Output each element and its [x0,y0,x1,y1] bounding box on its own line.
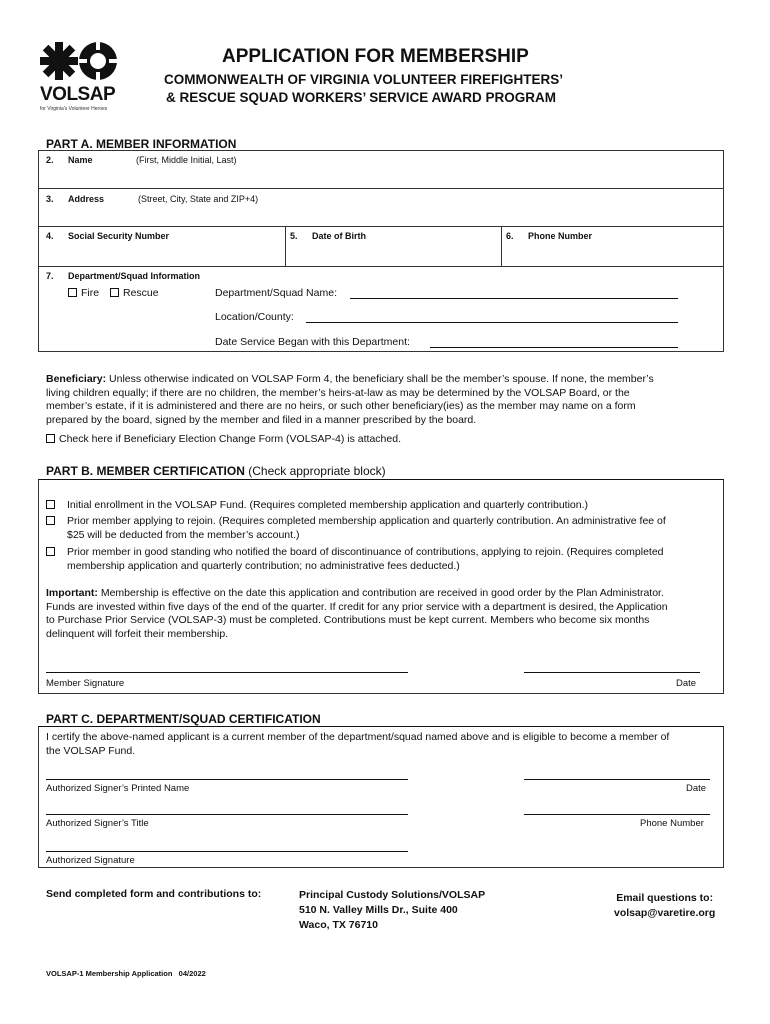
volsap-logo [38,40,120,118]
rescue-checkbox[interactable] [110,288,119,297]
location-label: Location/County: [215,311,294,323]
email-block [614,891,715,921]
address-line3: Waco, TX 76710 [299,919,378,931]
option3-checkbox[interactable] [46,547,55,556]
part-c-title: PART C. DEPARTMENT/SQUAD CERTIFICATION [46,712,321,726]
important-paragraph [46,587,726,641]
fire-checkbox[interactable] [68,288,77,297]
row-divider [39,226,723,227]
fire-label: Fire [81,287,100,299]
logo-tagline: for Virginia's Volunteer Heroes [40,106,108,112]
signer-phone-line[interactable] [524,814,710,815]
option-good-standing[interactable] [46,546,664,560]
phone-field[interactable] [502,242,722,264]
mailing-address [299,888,485,933]
part-a-title: PART A. MEMBER INFORMATION [46,137,237,151]
member-signature-line[interactable] [46,672,408,673]
signer-phone-label: Phone Number [640,818,704,829]
option-rejoin[interactable] [46,515,666,529]
address-line1: Principal Custody Solutions/VOLSAP [299,889,486,901]
logo-wordmark: VOLSAP [40,84,116,105]
cert-paragraph [46,731,726,758]
cert-line1: I certify the above-named applicant is a current member of the department/squad named above and is eligible to become a member of [46,731,670,743]
page-title: APPLICATION FOR MEMBERSHIP [222,46,529,67]
send-label: Send completed form and contributions to: [46,888,262,900]
ssn-label: Social Security Number [68,231,170,241]
beneficiary-change-checkbox[interactable] [46,434,55,443]
option1-checkbox[interactable] [46,500,55,509]
beneficiary-line2: living children equally; if there are no children, the member’s heirs-at-law as may be determined by the VOLSAP Board, or the [46,386,630,399]
email-address[interactable]: volsap@varetire.org [614,907,716,919]
member-signature-label: Member Signature [46,678,125,689]
page-subtitle-line1: COMMONWEALTH OF VIRGINIA VOLUNTEER FIREFIGHTERS’ [164,72,563,87]
beneficiary-change-option[interactable] [46,433,401,447]
important-line1 [46,587,726,601]
dept-name-line[interactable] [350,298,678,299]
beneficiary-text1: Unless otherwise indicated on VOLSAP Form 4, the beneficiary shall be the member’s spouse. If none, the member’s [109,373,654,385]
important-line3: to Purchase Prior Service (VOLSAP-3) must be completed. Contributions must be kept current. Members who become six months [46,614,650,626]
form-id [46,969,206,978]
beneficiary-line4: prepared by the board, signed by the member and filed in a manner prescribed by the board. [46,413,477,426]
part-c-date-line[interactable] [524,779,710,780]
option3-text1: Prior member in good standing who notified the board of discontinuance of contributions, applying to rejoin. (Requires completed [67,546,664,558]
form-date: 04/2022 [178,969,206,978]
option-initial-enrollment[interactable] [46,499,588,513]
address-hint: (Street, City, State and ZIP+4) [138,194,259,204]
beneficiary-paragraph [46,373,726,427]
date-began-line[interactable] [430,347,678,348]
important-lead: Important: [46,587,98,599]
rescue-option[interactable] [110,287,159,299]
address-label: Address [68,194,105,204]
option3-text2: membership application and quarterly contribution; no administrative fees deducted.) [67,560,460,572]
option2-text2: $25 will be deducted from the member’s account.) [67,529,300,541]
date-began-label: Date Service Began with this Department: [215,336,410,348]
name-field[interactable] [39,165,723,186]
cert-line2: the VOLSAP Fund. [46,744,136,757]
option2-checkbox[interactable] [46,516,55,525]
dept-name-label: Department/Squad Name: [215,287,337,299]
ssn-field[interactable] [39,242,283,264]
option1-text: Initial enrollment in the VOLSAP Fund. (Requires completed membership application and quarterly contribution.) [67,499,588,511]
authorized-signature-line[interactable] [46,851,408,852]
ssn-number: 4. [46,231,54,241]
signer-title-line[interactable] [46,814,408,815]
name-label: Name [68,155,93,165]
important-line4: delinquent will forfeit their membership. [46,627,229,640]
dob-number: 5. [290,231,298,241]
dept-number: 7. [46,271,54,281]
member-date-label: Date [676,678,697,689]
address-line2: 510 N. Valley Mills Dr., Suite 400 [299,904,458,916]
dob-field[interactable] [286,242,498,264]
page-subtitle-line2: & RESCUE SQUAD WORKERS’ SERVICE AWARD PROGRAM [166,90,557,105]
fire-option[interactable] [68,287,99,299]
dept-label: Department/Squad Information [68,271,201,281]
part-b-title-text: PART B. MEMBER CERTIFICATION [46,464,245,478]
phone-number-index: 6. [506,231,514,241]
name-number: 2. [46,155,54,165]
volsap-emblem-icon [38,40,120,84]
beneficiary-line1 [46,373,726,387]
rescue-label: Rescue [123,287,159,299]
beneficiary-change-label: Check here if Beneficiary Election Change Form (VOLSAP-4) is attached. [59,433,401,445]
beneficiary-line3: member’s estate, if it is administered and there are no heirs, or such other beneficiary(ies) as the member may name on a form [46,400,636,412]
important-line2: Funds are invested within five days of the end of the quarter. If credit for any prior service with a department is desired, the Application [46,600,668,613]
printed-name-label: Authorized Signer’s Printed Name [46,783,190,794]
form-id-text: VOLSAP-1 Membership Application [46,969,173,978]
row-divider [39,266,723,267]
part-c-date-label: Date [686,783,707,794]
row-divider [39,188,723,189]
email-label: Email questions to: [616,892,714,904]
phone-label: Phone Number [528,231,593,241]
dob-label: Date of Birth [312,231,366,241]
option2-text1: Prior member applying to rejoin. (Requires completed membership application and quarterly contribution. An administrative fee of [67,515,666,527]
signer-title-label: Authorized Signer’s Title [46,818,149,829]
part-b-title-note: (Check appropriate block) [248,464,386,478]
authorized-signature-label: Authorized Signature [46,855,135,866]
location-line[interactable] [306,322,678,323]
address-number: 3. [46,194,54,204]
beneficiary-lead: Beneficiary: [46,373,107,385]
address-field[interactable] [39,204,723,224]
printed-name-line[interactable] [46,779,408,780]
member-date-line[interactable] [524,672,700,673]
important-text1: Membership is effective on the date this application and contribution are received in good order by the Plan Administrator. [100,587,664,599]
name-hint: (First, Middle Initial, Last) [136,155,237,165]
part-b-title [46,464,386,478]
